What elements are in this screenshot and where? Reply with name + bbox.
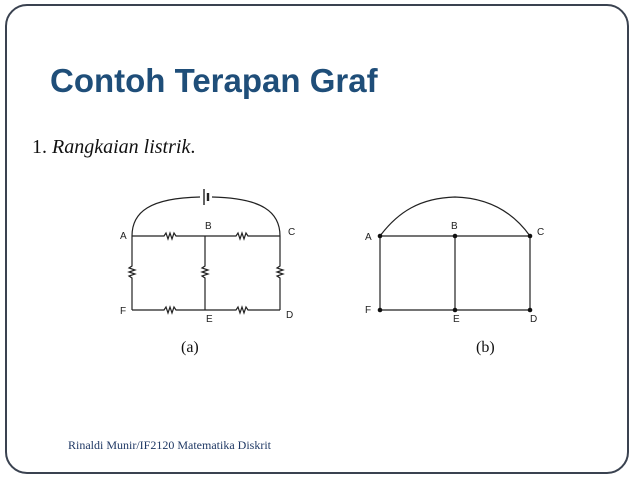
circuit-node-a: A (120, 231, 127, 242)
point-number: 1. (32, 136, 47, 158)
wire-f-e (132, 307, 205, 313)
battery-icon (204, 189, 208, 205)
point-label: Rangkaian listrik (52, 136, 191, 158)
wire-a-b (132, 233, 205, 239)
circuit-node-f: F (120, 306, 127, 317)
graph-diagram (380, 197, 530, 310)
circuit-arc-left (132, 197, 200, 236)
graph-vertex-c (528, 234, 533, 239)
wire-c-d (277, 236, 283, 310)
circuit-caption: (a) (181, 339, 199, 356)
circuit-node-d: D (286, 310, 294, 321)
graph-vertex-f (378, 308, 383, 313)
wire-e-d (205, 307, 280, 313)
graph-node-f: F (365, 305, 372, 316)
graph-vertex-a (378, 234, 383, 239)
wire-a-f (129, 236, 135, 310)
circuit-node-b: B (205, 221, 212, 232)
graph-vertex-e (453, 308, 458, 313)
graph-node-e: E (453, 314, 460, 325)
wire-b-c (205, 233, 280, 239)
graph-node-d: D (530, 314, 538, 325)
graph-node-a: A (365, 232, 372, 243)
circuit-node-c: C (288, 227, 296, 238)
graph-node-b: B (451, 221, 458, 232)
point-suffix: . (190, 136, 196, 158)
footer-credit: Rinaldi Munir/IF2120 Matematika Diskrit (68, 438, 271, 452)
circuit-diagram (129, 189, 283, 313)
graph-vertex-d (528, 308, 533, 313)
graph-node-c: C (537, 227, 545, 238)
wire-b-e (202, 236, 208, 310)
graph-caption: (b) (476, 339, 495, 356)
circuit-arc-right (212, 197, 280, 236)
graph-vertex-b (453, 234, 458, 239)
slide-title: Contoh Terapan Graf (50, 62, 378, 99)
circuit-node-e: E (206, 314, 213, 325)
